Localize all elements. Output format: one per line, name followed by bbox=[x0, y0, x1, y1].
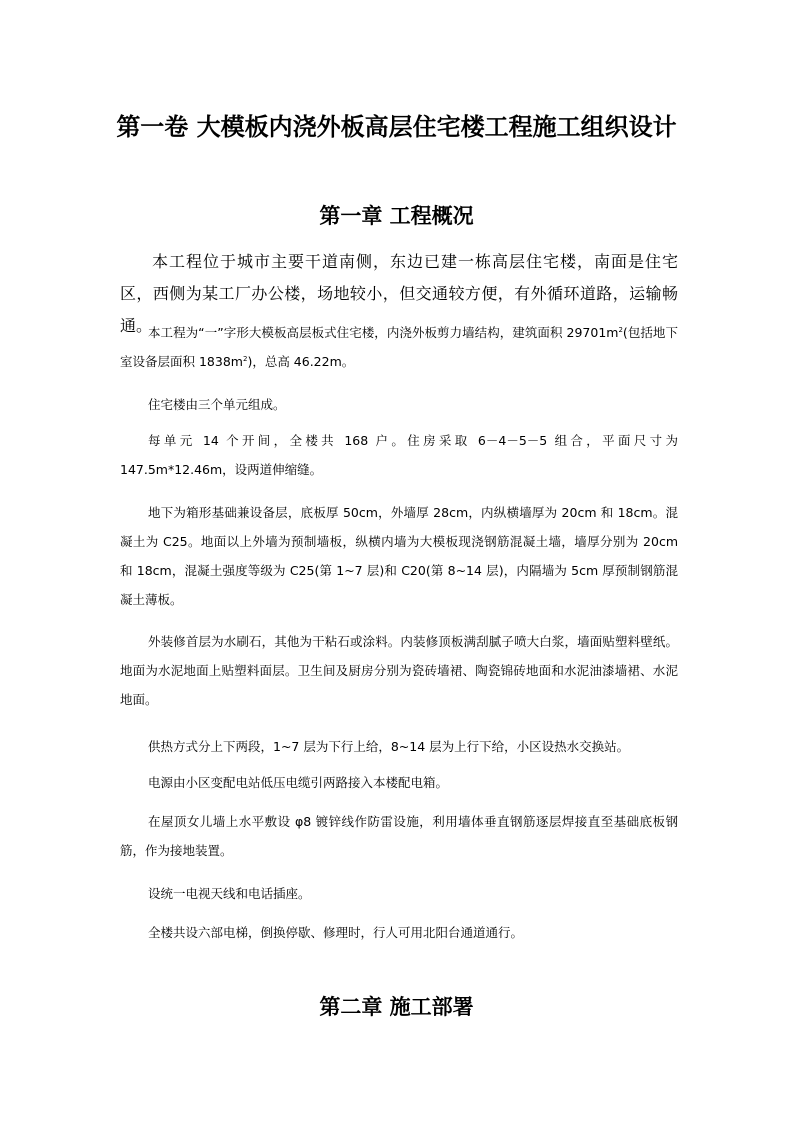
chapter-2-title: 第二章 施工部署 bbox=[319, 995, 474, 1019]
paragraph-structure: 地下为箱形基础兼设备层，底板厚 50cm，外墙厚 28cm，内纵横墙厚为 20cm 和 18cm。混凝土为 C25。地面以上外墙为预制墙板，纵横内墙为大模板现浇钢筋混凝土墙，墙厚分别为 20cm 和 18cm，混凝土强度等级为 C25(第 1~7 层)和 C20(第 8~14 层)，内隔墙为 5cm 厚预制钢筋混凝土薄板。 bbox=[120, 505, 678, 607]
paragraph-power-supply: 电源由小区变配电站低压电缆引两路接入本楼配电箱。 bbox=[148, 775, 449, 790]
paragraph-elevators: 全楼共设六部电梯，倒换停歇、修理时，行人可用北阳台通道通行。 bbox=[148, 925, 524, 940]
paragraph-lightning-protection: 在屋顶女儿墙上水平敷设 φ8 镀锌线作防雷设施，利用墙体垂直钢筋逐层焊接直至基础底板钢筋，作为接地装置。 bbox=[120, 814, 678, 858]
paragraph-units: 住宅楼由三个单元组成。 bbox=[148, 397, 286, 412]
chapter-1-intro: 本工程位于城市主要干道南侧，东边已建一栋高层住宅楼，南面是住宅区，西侧为某工厂办公楼，场地较小，但交通较方便，有外循环道路，运输畅通。 bbox=[120, 252, 678, 335]
paragraph-building-area-text-1: 本工程为“一”字形大模板高层板式住宅楼，内浇外板剪力墙结构，建筑面积 29701m bbox=[148, 325, 619, 340]
superscript-squared-1: 2 bbox=[618, 325, 623, 334]
superscript-squared-2: 2 bbox=[242, 354, 248, 363]
paragraph-tv-phone: 设统一电视天线和电话插座。 bbox=[148, 886, 311, 901]
paragraph-building-area-text-3: )，总高 46.22m。 bbox=[247, 354, 355, 369]
paragraph-heating: 供热方式分上下两段，1~7 层为下行上给，8~14 层为上行下给，小区设热水交换站。 bbox=[148, 739, 630, 754]
document-title: 第一卷 大模板内浇外板高层住宅楼工程施工组织设计 bbox=[116, 113, 677, 141]
paragraph-finishing: 外装修首层为水刷石，其他为干粘石或涂料。内装修顶板满刮腻子喷大白浆，墙面贴塑料壁纸。地面为水泥地面上贴塑料面层。卫生间及厨房分别为瓷砖墙裙、陶瓷锦砖地面和水泥油漆墙裙、水泥地面。 bbox=[120, 634, 678, 707]
paragraph-building-area-text-2: (包括地下室设备层面积 1838m bbox=[120, 325, 678, 369]
chapter-1-title: 第一章 工程概况 bbox=[319, 204, 474, 228]
paragraph-building-area bbox=[120, 318, 678, 376]
paragraph-layout: 每单元 14 个开间，全楼共 168 户。住房采取 6－4－5－5 组合，平面尺寸为 147.5m*12.46m，设两道伸缩缝。 bbox=[120, 433, 678, 477]
